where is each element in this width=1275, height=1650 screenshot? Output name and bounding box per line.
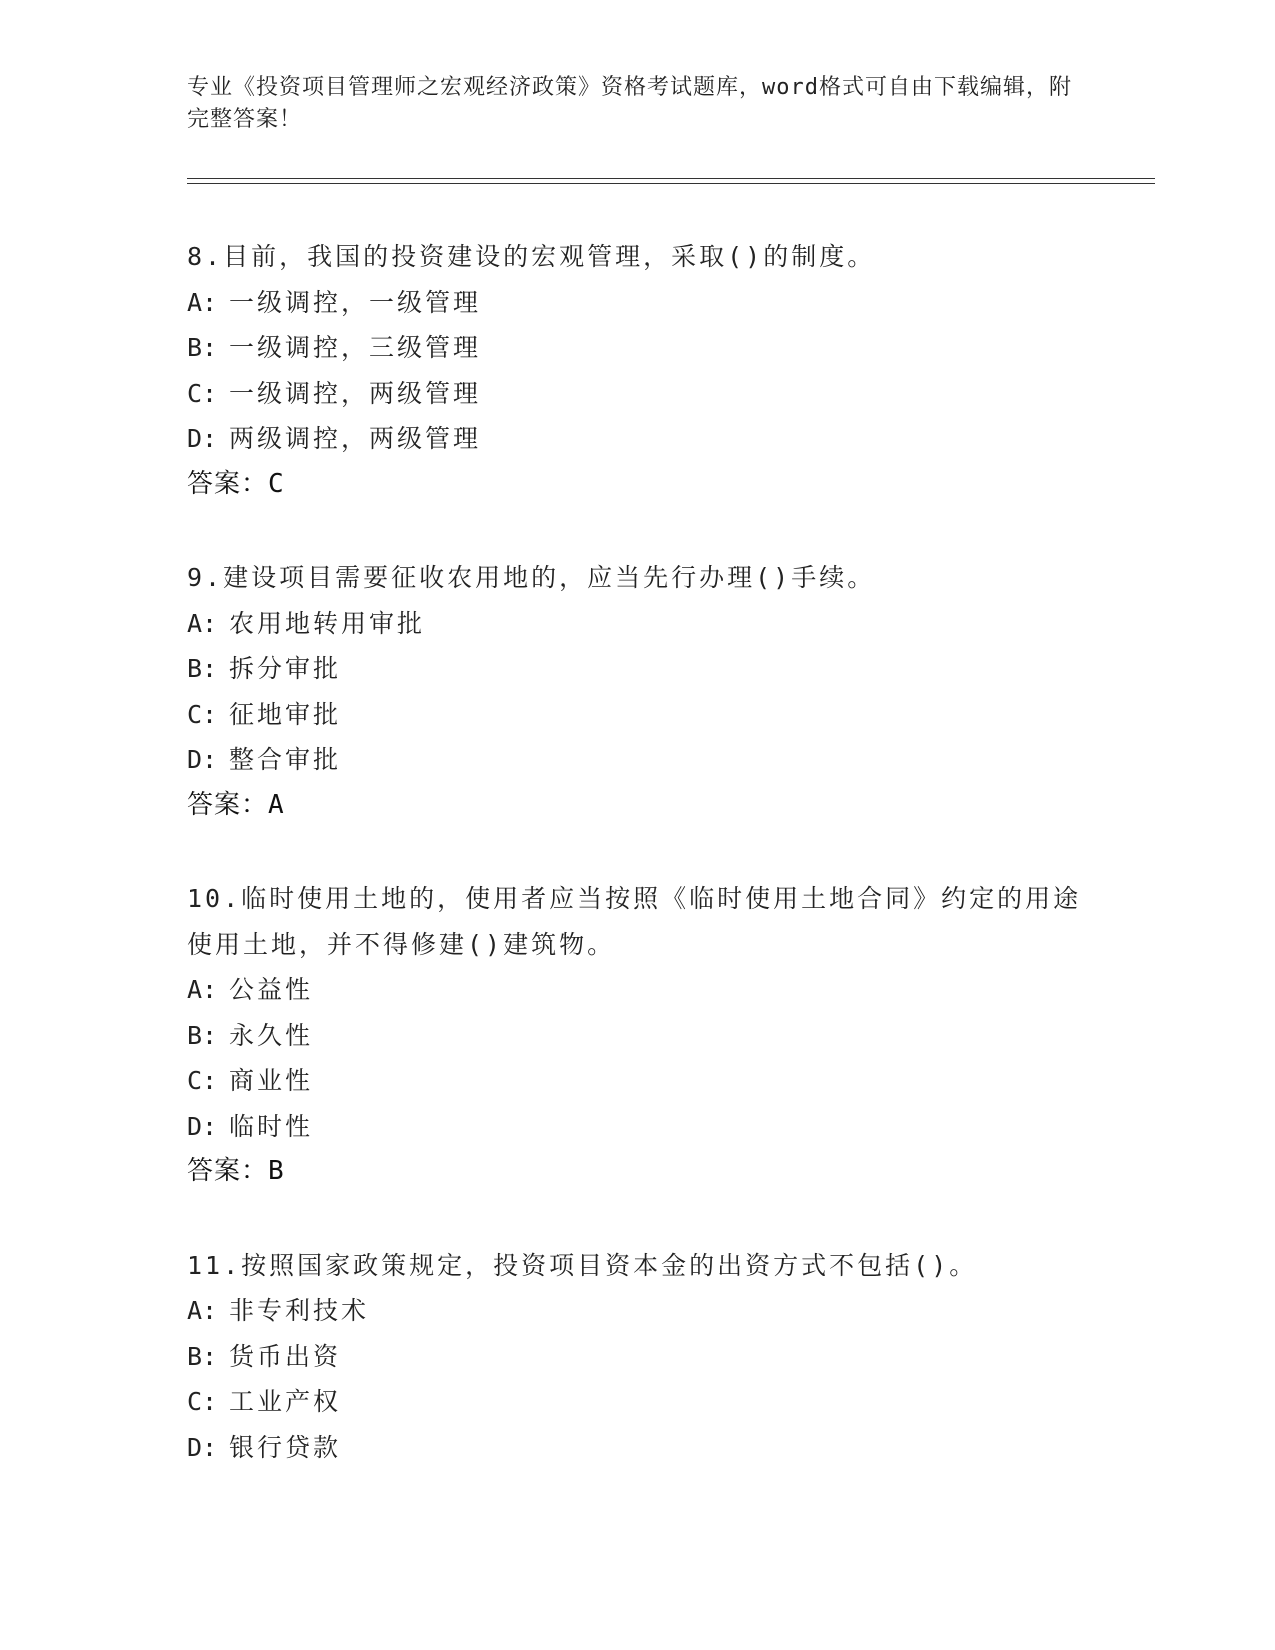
option-a	[187, 280, 1087, 326]
option-letter: A:	[187, 287, 218, 317]
option-letter: B:	[187, 333, 218, 362]
answer-line: 答案：B	[187, 1156, 285, 1186]
question-list	[187, 234, 1087, 1518]
option-text: 一级调控，两级管理	[229, 378, 482, 408]
option-a	[187, 601, 1087, 647]
option-text: 货币出资	[229, 1341, 342, 1371]
option-d	[187, 416, 1087, 462]
option-text: 工业产权	[229, 1387, 342, 1416]
option-a	[187, 967, 1087, 1013]
option-letter: D:	[187, 424, 218, 453]
option-text: 征地审批	[229, 699, 342, 729]
option-letter: D:	[187, 1111, 218, 1141]
option-text: 拆分审批	[229, 654, 342, 683]
option-letter: C:	[187, 378, 218, 408]
question-9	[187, 555, 1087, 828]
option-c	[187, 1379, 1087, 1425]
question-stem: 10.临时使用土地的，使用者应当按照《临时使用土地合同》约定的用途使用土地，并不得修建()建筑物。	[187, 884, 1082, 959]
option-b	[187, 1013, 1087, 1059]
question-stem: 11.按照国家政策规定，投资项目资本金的出资方式不包括()。	[187, 1250, 978, 1280]
answer-line: 答案：A	[187, 789, 285, 820]
header-divider-bottom	[187, 183, 1155, 184]
question-10	[187, 876, 1087, 1195]
option-b	[187, 1334, 1087, 1380]
option-letter: C:	[187, 1066, 218, 1095]
option-c	[187, 692, 1087, 738]
question-11	[187, 1243, 1087, 1471]
option-d	[187, 1425, 1087, 1471]
option-letter: A:	[187, 1296, 218, 1325]
question-stem: 9.建设项目需要征收农用地的，应当先行办理()手续。	[187, 563, 876, 592]
option-text: 永久性	[229, 1020, 314, 1050]
option-letter: B:	[187, 1341, 218, 1371]
option-text: 一级调控，三级管理	[229, 333, 482, 362]
option-d	[187, 737, 1087, 783]
option-text: 临时性	[229, 1111, 314, 1141]
question-stem: 8.目前，我国的投资建设的宏观管理，采取()的制度。	[187, 242, 876, 271]
answer-line: 答案：C	[187, 468, 285, 499]
option-text: 整合审批	[229, 745, 342, 774]
option-letter: A:	[187, 975, 218, 1004]
option-a	[187, 1288, 1087, 1334]
header-divider-top	[187, 178, 1155, 179]
option-letter: A:	[187, 608, 218, 638]
option-letter: D:	[187, 1432, 218, 1462]
option-c	[187, 1058, 1087, 1104]
option-text: 一级调控，一级管理	[229, 287, 482, 317]
option-text: 两级调控，两级管理	[229, 424, 482, 453]
option-b	[187, 325, 1087, 371]
option-text: 商业性	[229, 1066, 314, 1095]
option-letter: B:	[187, 1020, 218, 1050]
document-header: 专业《投资项目管理师之宏观经济政策》资格考试题库，word格式可自由下载编辑，附完整答案！	[187, 75, 1072, 132]
option-text: 公益性	[229, 975, 314, 1004]
option-b	[187, 646, 1087, 692]
option-text: 农用地转用审批	[229, 608, 426, 638]
option-text: 银行贷款	[229, 1432, 342, 1462]
option-letter: D:	[187, 745, 218, 774]
option-d	[187, 1104, 1087, 1150]
option-letter: C:	[187, 1387, 218, 1416]
question-8	[187, 234, 1087, 507]
option-letter: B:	[187, 654, 218, 683]
option-letter: C:	[187, 699, 218, 729]
option-text: 非专利技术	[229, 1296, 370, 1325]
option-c	[187, 371, 1087, 417]
